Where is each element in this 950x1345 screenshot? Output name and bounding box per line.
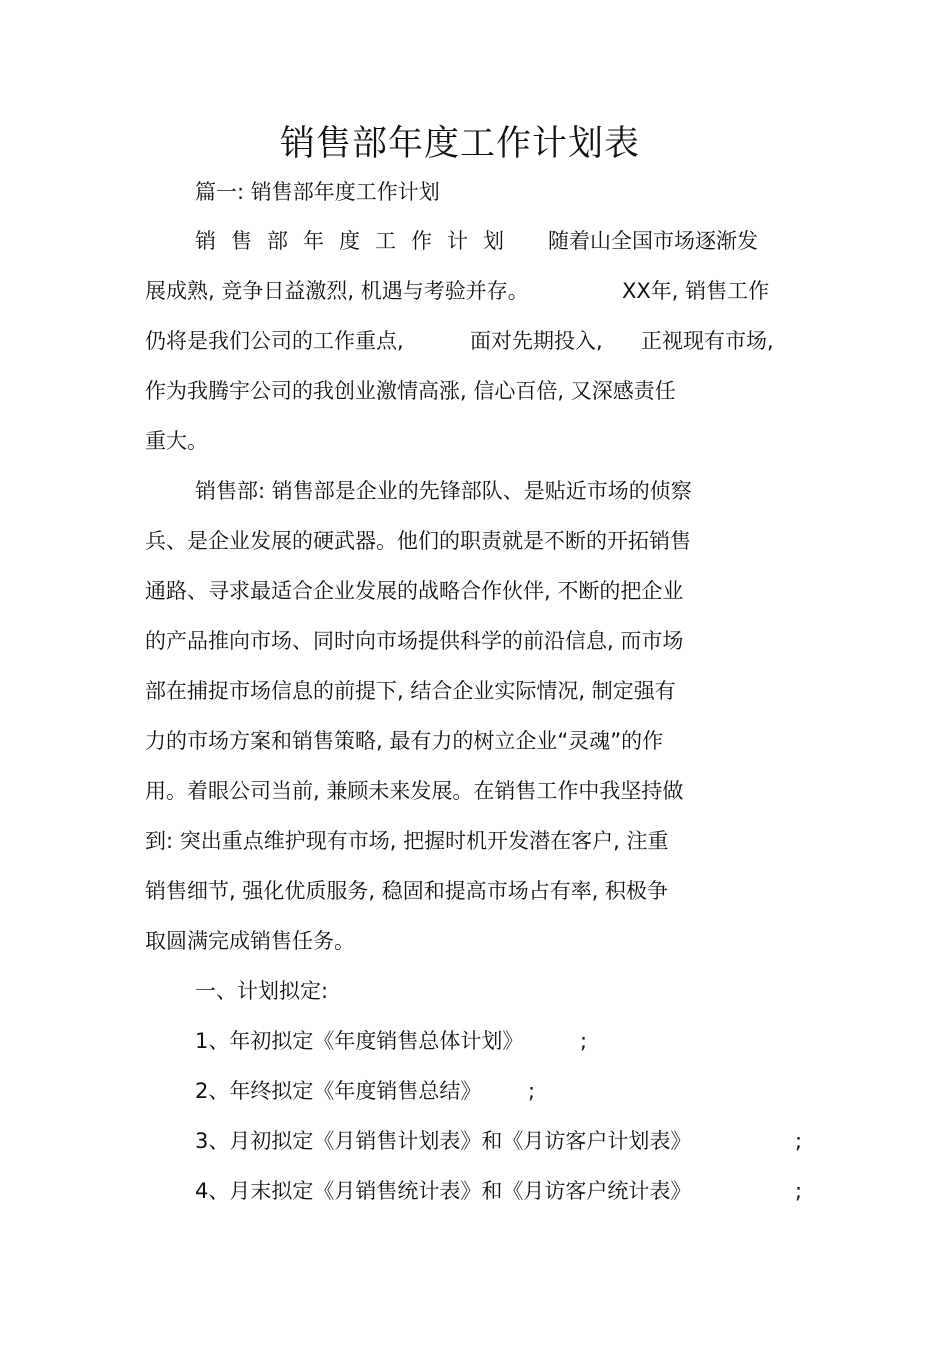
plan-item: 1、年初拟定《年度销售总体计划》 bbox=[195, 1029, 524, 1053]
dept-line7: 用。着眼公司当前, 兼顾未来发展。在销售工作中我坚持做 bbox=[145, 779, 684, 803]
intro-line5: 重大。 bbox=[145, 429, 208, 453]
intro-spaced-heading: 销售部年度工作计划 bbox=[195, 229, 519, 253]
dept-line1: 销售部: 销售部是企业的先锋部队、是贴近市场的侦察 bbox=[195, 479, 692, 503]
plan-item: 4、月末拟定《月销售统计表》和《月访客户统计表》 bbox=[195, 1179, 692, 1203]
dept-line8: 到: 突出重点维护现有市场, 把握时机开发潜在客户, 注重 bbox=[145, 829, 669, 853]
plan-item: 3、月初拟定《月销售计划表》和《月访客户计划表》 bbox=[195, 1129, 692, 1153]
plan-item: 2、年终拟定《年度销售总结》 bbox=[195, 1079, 482, 1103]
plan-item-end: ; bbox=[795, 1129, 803, 1153]
intro-line3-b: 面对先期投入, bbox=[470, 329, 603, 353]
plan-item-end: ; bbox=[795, 1179, 803, 1203]
intro-line1-rest: 随着山全国市场逐渐发 bbox=[548, 229, 758, 253]
intro-line3-a: 仍将是我们公司的工作重点, bbox=[145, 329, 404, 353]
dept-line2: 兵、是企业发展的硬武器。他们的职责就是不断的开拓销售 bbox=[145, 529, 691, 553]
dept-line5: 部在捕捉市场信息的前提下, 结合企业实际情况, 制定强有 bbox=[145, 679, 676, 703]
plan-item-end: ; bbox=[580, 1029, 588, 1053]
dept-line4: 的产品推向市场、同时向市场提供科学的前沿信息, 而市场 bbox=[145, 629, 684, 653]
intro-line2-a: 展成熟, 竞争日益激烈, 机遇与考验并存。 bbox=[145, 279, 529, 303]
subtitle: 篇一: 销售部年度工作计划 bbox=[195, 180, 440, 204]
dept-line6: 力的市场方案和销售策略, 最有力的树立企业“灵魂”的作 bbox=[145, 729, 664, 753]
plan-item-end: ; bbox=[528, 1079, 536, 1103]
dept-line3: 通路、寻求最适合企业发展的战略合作伙伴, 不断的把企业 bbox=[145, 579, 684, 603]
intro-line2-b: XX年, 销售工作 bbox=[622, 279, 770, 303]
dept-line10: 取圆满完成销售任务。 bbox=[145, 929, 355, 953]
plan-heading: 一、计划拟定: bbox=[195, 979, 329, 1003]
intro-line4: 作为我腾宇公司的我创业激情高涨, 信心百倍, 又深感责任 bbox=[145, 379, 676, 403]
dept-line9: 销售细节, 强化优质服务, 稳固和提高市场占有率, 积极争 bbox=[145, 879, 669, 903]
document-title: 销售部年度工作计划表 bbox=[279, 124, 640, 164]
intro-line3-c: 正视现有市场, bbox=[641, 329, 774, 353]
